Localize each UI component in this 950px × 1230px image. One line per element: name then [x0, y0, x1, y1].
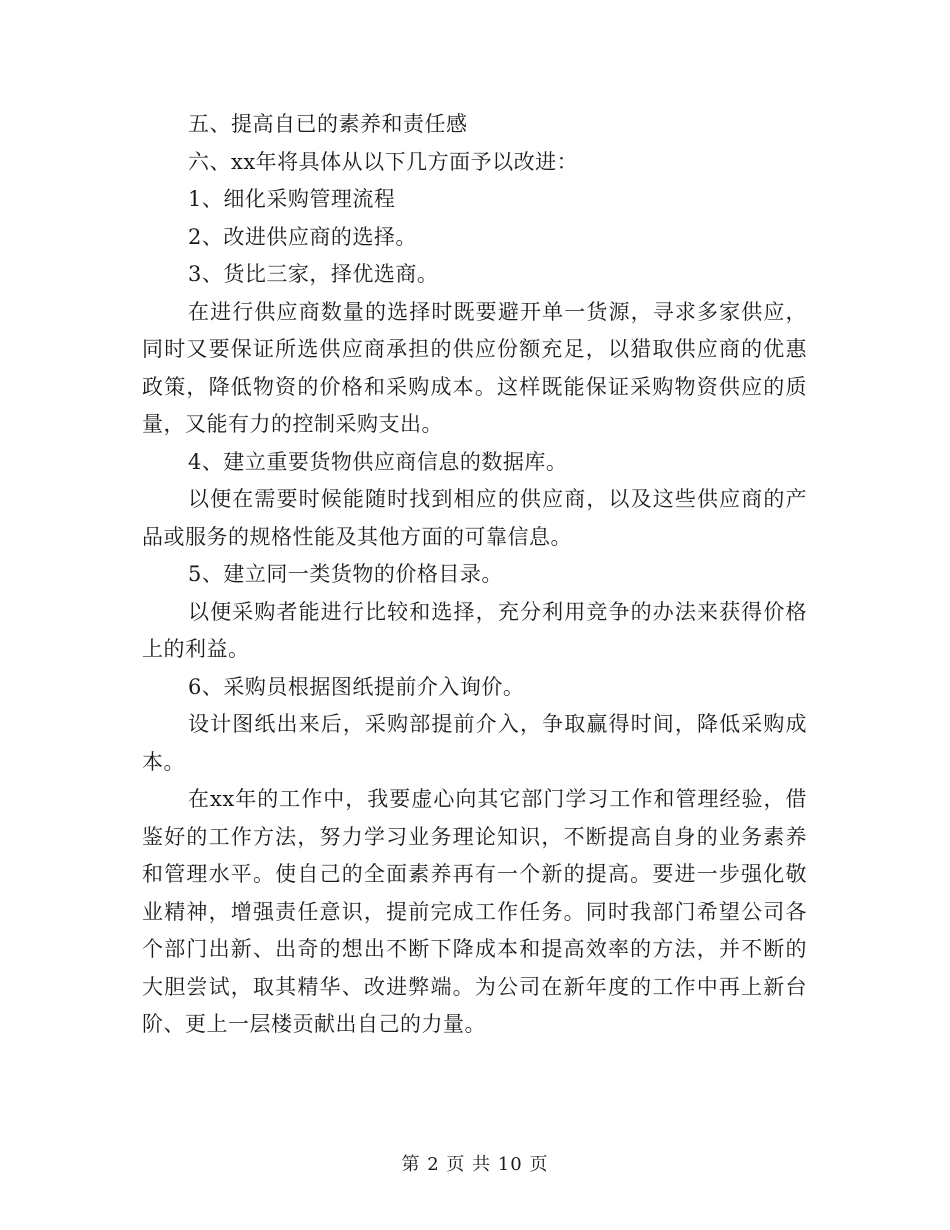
- paragraph: 六、xx年将具体从以下几方面予以改进：: [188, 149, 579, 174]
- document-body: [142, 106, 807, 1044]
- paragraph: 在xx年的工作中，我要虚心向其它部门学习工作和管理经验，借鉴好的工作方法，努力学习业务理论知识，不断提高自身的业务素养和管理水平。使自己的全面素养再有一个新的提高。要进一步强化敬业精神，增强责任意识，提前完成工作任务。同时我部门希望公司各个部门出新、出奇的想出不断下降成本和提高效率的方法，并不断的大胆尝试，取其精华、改进弊端。为公司在新年度的工作中再上新台阶、更上一层楼贡献出自己的力量。: [142, 787, 807, 1036]
- paragraph: 2、改进供应商的选择。: [188, 224, 417, 249]
- paragraph: 以便采购者能进行比较和选择，充分利用竞争的办法来获得价格上的利益。: [142, 599, 807, 661]
- page-number-footer: 第 2 页 共 10 页: [401, 1154, 549, 1175]
- paragraph: 以便在需要时候能随时找到相应的供应商，以及这些供应商的产品或服务的规格性能及其他方面的可靠信息。: [142, 487, 807, 549]
- paragraph: 设计图纸出来后，采购部提前介入，争取赢得时间，降低采购成本。: [142, 712, 807, 774]
- paragraph: 在进行供应商数量的选择时既要避开单一货源，寻求多家供应，同时又要保证所选供应商承担的供应份额充足，以猎取供应商的优惠政策，降低物资的价格和采购成本。这样既能保证采购物资供应的质量，又能有力的控制采购支出。: [142, 299, 807, 436]
- paragraph: 1、细化采购管理流程: [188, 187, 396, 211]
- paragraph: 3、货比三家，择优选商。: [188, 262, 439, 286]
- paragraph: 5、建立同一类货物的价格目录。: [188, 562, 503, 586]
- paragraph: 6、采购员根据图纸提前介入询价。: [188, 674, 525, 699]
- paragraph: 五、提高自已的素养和责任感: [188, 112, 468, 136]
- paragraph: 4、建立重要货物供应商信息的数据库。: [188, 449, 568, 474]
